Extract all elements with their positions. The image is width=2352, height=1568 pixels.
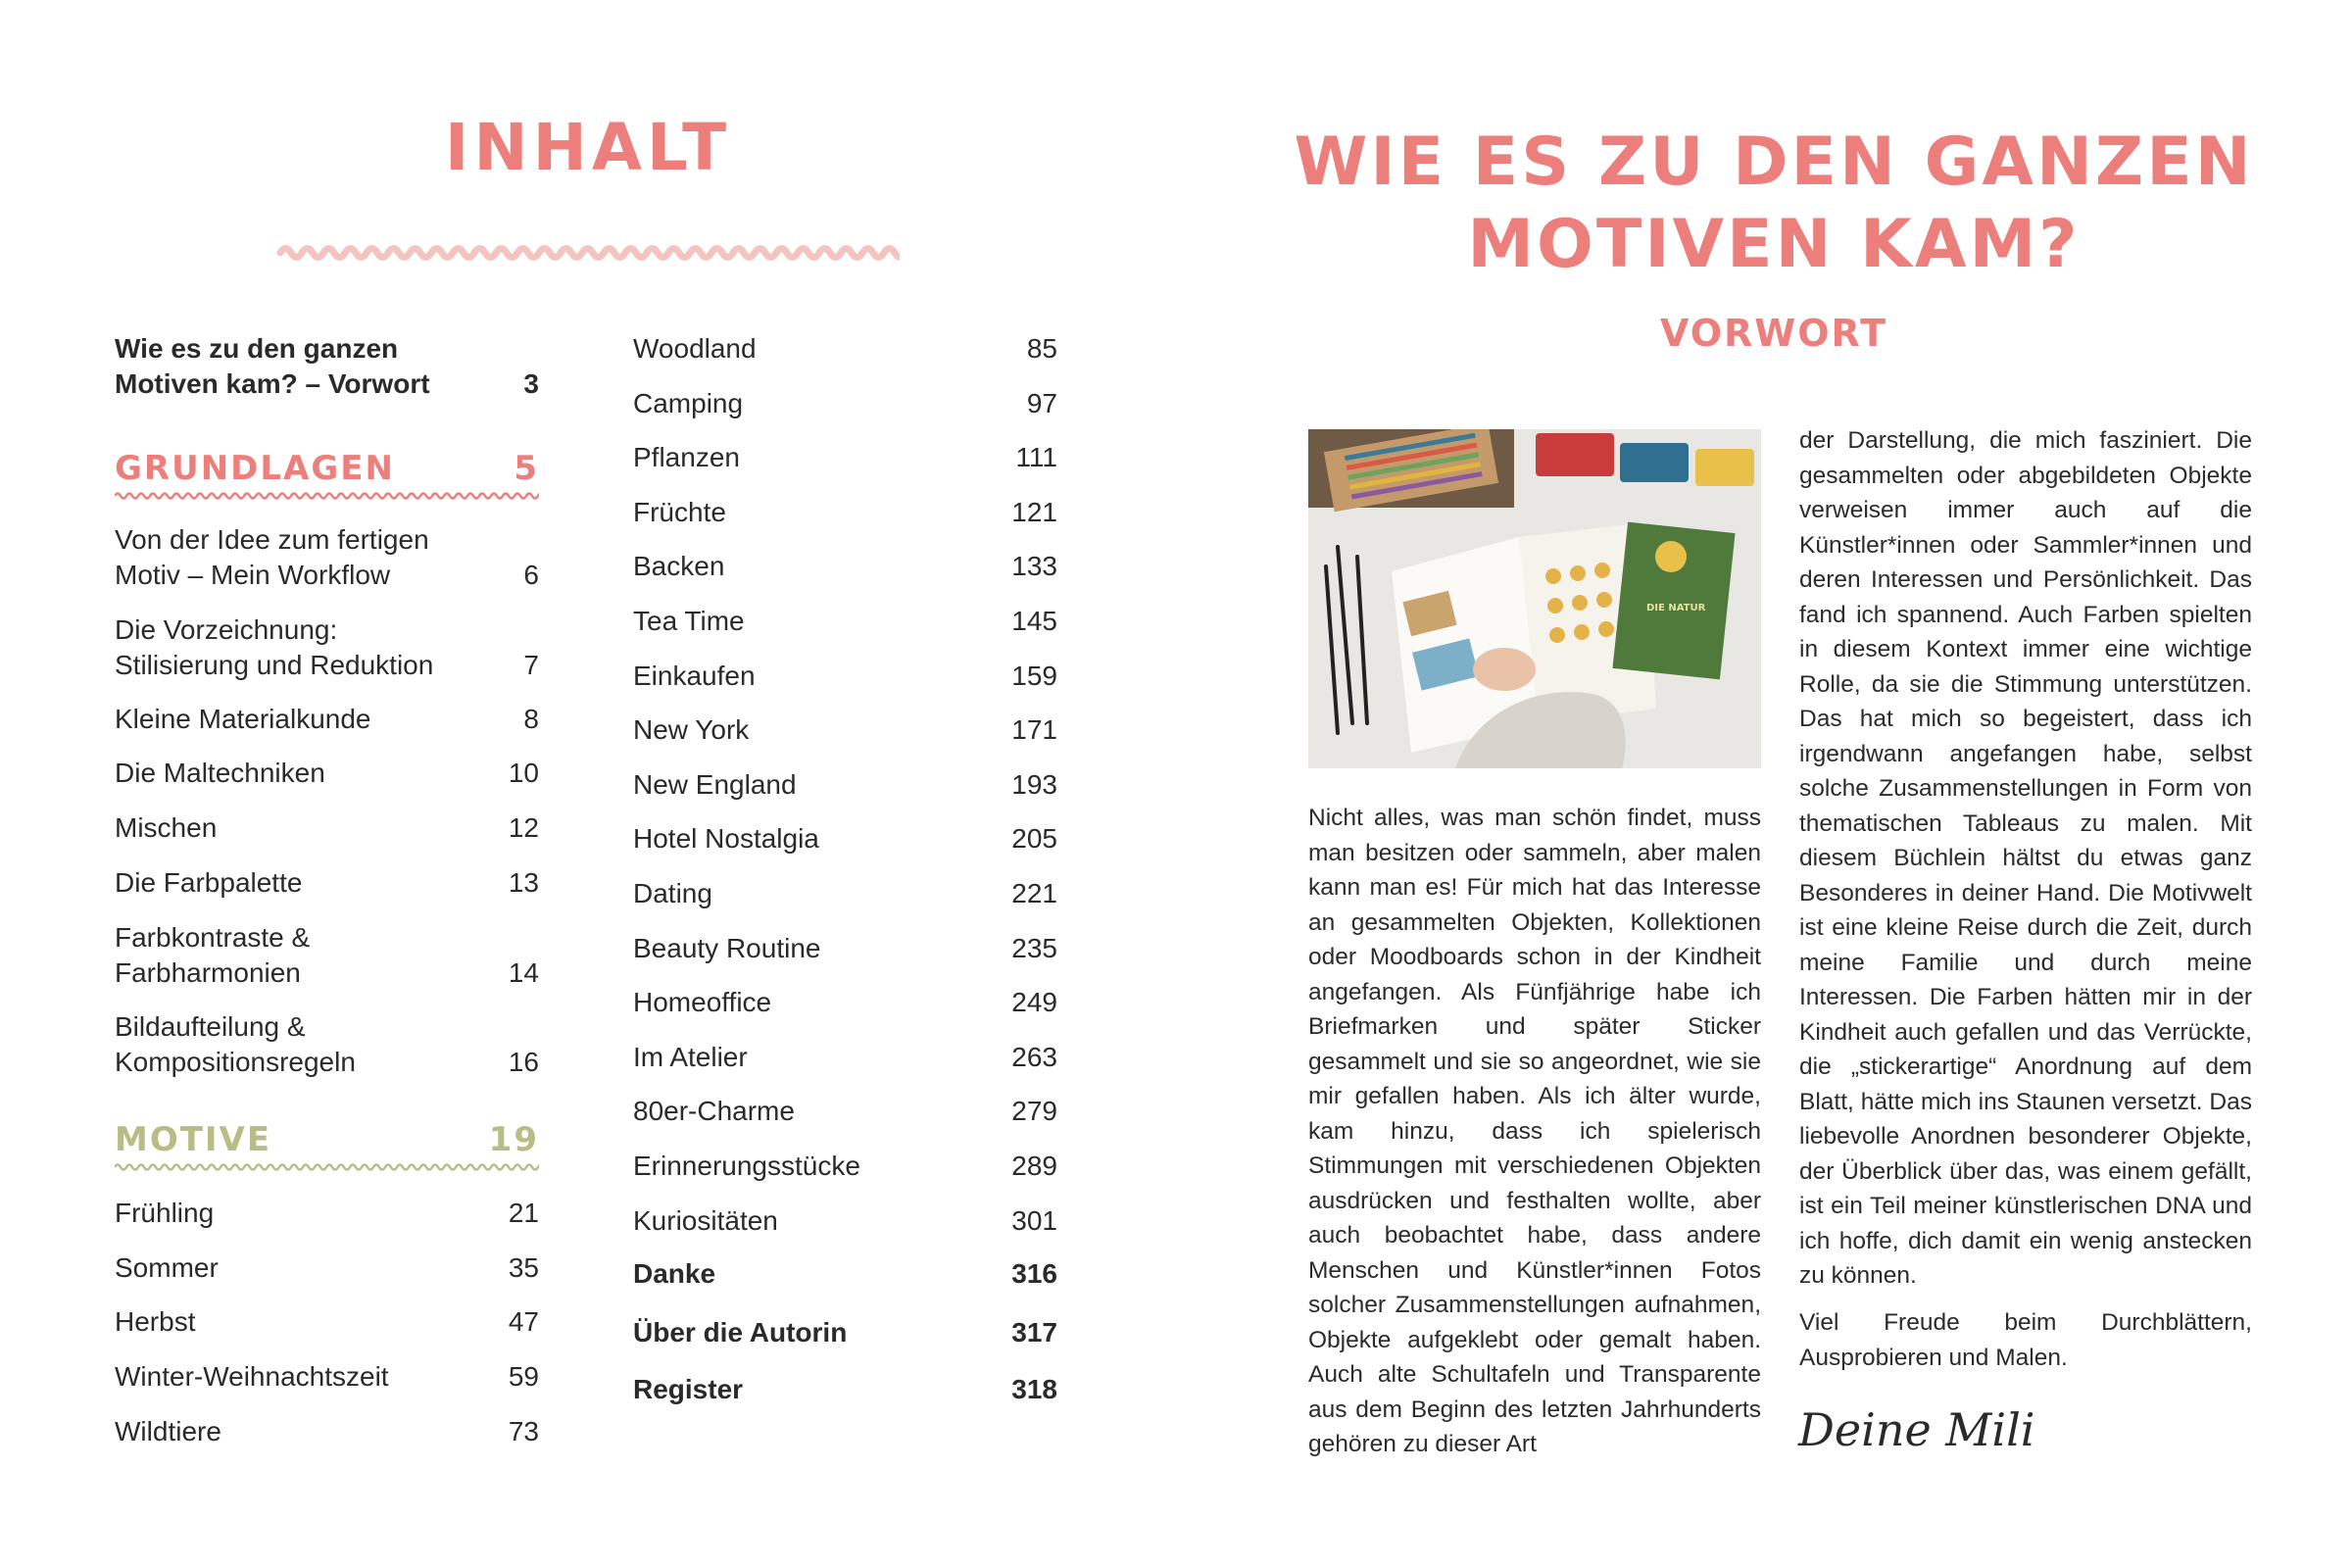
toc-entry[interactable] bbox=[633, 1256, 1057, 1292]
toc-entry-page: 301 bbox=[1011, 1204, 1057, 1236]
toc-entry-title: Erinnerungsstücke bbox=[633, 1151, 860, 1181]
toc-entry-title: New England bbox=[633, 768, 797, 800]
toc-entry-page: 10 bbox=[508, 758, 539, 788]
toc-entry[interactable] bbox=[115, 865, 539, 901]
toc-entry-page: 133 bbox=[1011, 551, 1057, 582]
toc-entry-title: Früchte bbox=[633, 496, 726, 527]
toc-entry-title: Über die Autorin bbox=[633, 1317, 848, 1348]
toc-entry[interactable] bbox=[633, 1372, 1057, 1407]
toc-entry-page: 318 bbox=[1011, 1374, 1057, 1404]
toc-entry-title: Hotel Nostalgia bbox=[633, 823, 819, 855]
toc-entry-title: Kleine Materialkunde bbox=[115, 704, 371, 734]
toc-entry-title: Danke bbox=[633, 1258, 716, 1289]
foreword-text-column-1: Nicht alles, was man schön findet, muss man besitzen oder sammeln, aber malen kann man es! Für mich hat das Interesse an gesammelten Objekten, Kollektionen oder Moodboards schon in der Kindheit angefangen. Als Fünfjährige habe ich Briefmarken und später Sticker gesammelt und sie so angeordnet, wie sie mir gefallen haben. Als ich älter wurde, kam hinzu, dass ich spielerisch Stimmungen mit verschiedenen Objekten ausdrücken und festhalten wollte, aber auch beobachtet habe, dass andere Menschen und Künstler*innen Fotos solcher Zusammenstellungen aufnahmen, Objekte aufgeklebt oder gemalt haben. Auch alte Schultafeln und Transparente aus dem Beginn des letzten Jahrhunderts gehören zu dieser Art bbox=[1308, 805, 1761, 1457]
toc-entry[interactable] bbox=[633, 659, 1057, 694]
toc-entry[interactable] bbox=[115, 1304, 539, 1340]
toc-entry[interactable] bbox=[633, 386, 1057, 421]
toc-entry-title: Register bbox=[633, 1374, 744, 1404]
toc-entry[interactable] bbox=[115, 702, 539, 737]
toc-entry-title: Die Vorzeichnung: Stilisierung und Reduktion bbox=[115, 614, 434, 680]
toc-entry[interactable] bbox=[633, 1149, 1057, 1184]
toc-entry-page: 85 bbox=[1026, 333, 1057, 364]
toc-entry-page: 121 bbox=[1011, 496, 1057, 527]
toc-entry-title: 80er-Charme bbox=[633, 1096, 795, 1127]
toc-entry-page: 59 bbox=[508, 1361, 539, 1392]
toc-entry-title: Camping bbox=[633, 387, 744, 418]
toc-entry-title: Kuriositäten bbox=[633, 1204, 778, 1236]
decorative-wave-divider bbox=[276, 239, 900, 267]
toc-entry-page: 12 bbox=[508, 812, 539, 843]
toc-entry-title: Dating bbox=[633, 878, 712, 908]
foreword-title: WIE ES ZU DEN GANZEN MOTIVEN KAM? bbox=[1294, 123, 2254, 283]
toc-entry-page: 7 bbox=[523, 650, 539, 680]
toc-entry[interactable] bbox=[633, 331, 1057, 367]
toc-entry-title: Beauty Routine bbox=[633, 932, 821, 963]
toc-entry-title: Pflanzen bbox=[633, 442, 740, 473]
toc-entry-page: 279 bbox=[1011, 1096, 1057, 1127]
toc-entry-intro[interactable] bbox=[115, 331, 539, 402]
toc-entry-page: 21 bbox=[508, 1198, 539, 1228]
toc-entry-title: Frühling bbox=[115, 1198, 215, 1228]
toc-entry[interactable] bbox=[115, 522, 539, 593]
toc-entry[interactable] bbox=[633, 549, 1057, 584]
toc-entry[interactable] bbox=[633, 821, 1057, 857]
toc-entry-title: Bildaufteilung & Kompositionsregeln bbox=[115, 1011, 356, 1077]
toc-entry[interactable] bbox=[115, 810, 539, 846]
toc-entry[interactable] bbox=[633, 1040, 1057, 1075]
toc-entry[interactable] bbox=[633, 1203, 1057, 1239]
section-heading-motive[interactable] bbox=[115, 1120, 539, 1159]
toc-entry-title: Die Maltechniken bbox=[115, 758, 325, 788]
toc-entry[interactable] bbox=[633, 767, 1057, 803]
toc-entry-page: 263 bbox=[1011, 1041, 1057, 1072]
toc-entry-page: 111 bbox=[1015, 442, 1057, 473]
section-heading-title: GRUNDLAGEN bbox=[115, 449, 395, 488]
section-heading-page: 5 bbox=[514, 449, 539, 488]
foreword-closing: Viel Freude beim Durchblättern, Ausprobieren und Malen. bbox=[1799, 1309, 2252, 1371]
toc-entry-title: Woodland bbox=[633, 333, 757, 364]
toc-entry-title: Herbst bbox=[115, 1306, 196, 1337]
toc-entry[interactable] bbox=[633, 440, 1057, 475]
toc-entry-page: 317 bbox=[1011, 1317, 1057, 1348]
toc-entry-page: 145 bbox=[1011, 606, 1057, 636]
toc-entry[interactable] bbox=[115, 1359, 539, 1395]
toc-entry-page: 193 bbox=[1011, 768, 1057, 800]
toc-entry-title: Von der Idee zum fertigen Motiv – Mein Workflow bbox=[115, 524, 429, 590]
toc-entry[interactable] bbox=[115, 612, 539, 683]
toc-entry-title: Die Farbpalette bbox=[115, 867, 303, 898]
section-wave-divider bbox=[115, 489, 539, 503]
painting-desk-illustration bbox=[1308, 429, 1761, 768]
toc-entry-page: 171 bbox=[1011, 714, 1057, 746]
toc-entry-page: 47 bbox=[508, 1306, 539, 1337]
toc-entry[interactable] bbox=[115, 1250, 539, 1286]
foreword-text-column-2: der Darstellung, die mich fasziniert. Die gesammelten oder abgebildeten Objekte verweisen immer auch auf die Künstler*innen oder Sammler*innen und deren Interessen und Persönlichkeit. Das fand ich spannend. Auch Farben spielten in diesem Kontext immer eine wichtige Rolle, da sie die Stimmung unterstützen. Das hat mich so begeistert, dass ich irgendwann angefangen habe, selbst solche Zusammenstellungen in Form von thematischen Tableaus zu malen. Mit diesem Büchlein hältst du etwas ganz Besonderes in deiner Hand. Die Motivwelt ist eine kleine Reise durch die Zeit, durch meine Familie und durch meine Interessen. Die Farben hätten mir in der Kindheit auch gefallen und das Verrückte, die „stickerartige“ Anordnung auf dem Blatt, hätte mich ins Staunen versetzt. Das liebevolle Anordnen besonderer Objekte, der Überblick über das, was einem gefällt, ist ein Teil meiner künstlerischen DNA und ich hoffe, dich damit ein wenig anstecken zu können. bbox=[1799, 427, 2252, 1289]
signature-text: Deine Mili bbox=[1798, 1403, 2035, 1456]
toc-entry-title: Wildtiere bbox=[115, 1416, 221, 1446]
section-heading-page: 19 bbox=[488, 1120, 539, 1159]
section-heading-grundlagen[interactable] bbox=[115, 449, 539, 488]
foreword-subtitle: VORWORT bbox=[1660, 312, 1887, 355]
toc-entry-page: 221 bbox=[1011, 878, 1057, 908]
toc-entry-page: 205 bbox=[1011, 823, 1057, 855]
toc-entry-page: 6 bbox=[523, 560, 539, 590]
toc-entry[interactable] bbox=[115, 756, 539, 791]
toc-entry-title: Mischen bbox=[115, 812, 218, 843]
toc-entry[interactable] bbox=[633, 876, 1057, 911]
toc-entry-title: Tea Time bbox=[633, 606, 745, 636]
toc-entry-page: 14 bbox=[508, 957, 539, 988]
toc-entry-page: 13 bbox=[508, 867, 539, 898]
foreword-photo bbox=[1308, 429, 1761, 768]
section-heading-title: MOTIVE bbox=[115, 1120, 272, 1159]
toc-entry-page: 35 bbox=[508, 1252, 539, 1283]
toc-entry[interactable] bbox=[115, 1196, 539, 1231]
toc-entry[interactable] bbox=[115, 1414, 539, 1449]
author-signature bbox=[1793, 1392, 2087, 1470]
toc-entry-page: 8 bbox=[523, 704, 539, 734]
toc-entry-title: Farbkontraste & Farbharmonien bbox=[115, 922, 311, 988]
toc-entry-title: Einkaufen bbox=[633, 660, 756, 691]
toc-entry-page: 316 bbox=[1011, 1258, 1057, 1289]
toc-entry[interactable] bbox=[633, 985, 1057, 1020]
toc-entry-title: Backen bbox=[633, 551, 725, 582]
toc-title: INHALT bbox=[444, 110, 732, 185]
toc-entry-title: Im Atelier bbox=[633, 1041, 748, 1072]
toc-entry[interactable] bbox=[633, 712, 1057, 748]
toc-entry-page: 16 bbox=[508, 1047, 539, 1077]
toc-entry[interactable] bbox=[633, 604, 1057, 639]
toc-entry-page: 289 bbox=[1011, 1151, 1057, 1181]
section-wave-divider bbox=[115, 1160, 539, 1174]
toc-entry-title: New York bbox=[633, 714, 750, 746]
toc-entry[interactable] bbox=[633, 1094, 1057, 1129]
toc-entry-page: 235 bbox=[1011, 932, 1057, 963]
toc-entry-page: 97 bbox=[1026, 387, 1057, 418]
toc-entry[interactable] bbox=[115, 1009, 539, 1080]
toc-entry-page: 73 bbox=[508, 1416, 539, 1446]
toc-entry[interactable] bbox=[633, 1315, 1057, 1350]
toc-entry-page: 249 bbox=[1011, 987, 1057, 1018]
toc-entry[interactable] bbox=[115, 920, 539, 991]
toc-entry[interactable] bbox=[633, 931, 1057, 966]
toc-entry-title: Sommer bbox=[115, 1252, 219, 1283]
toc-entry-title: Wie es zu den ganzen Motiven kam? – Vorwort bbox=[115, 333, 430, 399]
toc-entry[interactable] bbox=[633, 495, 1057, 530]
toc-entry-page: 3 bbox=[523, 368, 539, 399]
toc-entry-title: Winter-Weihnachtszeit bbox=[115, 1361, 389, 1392]
toc-entry-title: Homeoffice bbox=[633, 987, 772, 1018]
toc-entry-page: 159 bbox=[1011, 660, 1057, 691]
photo-book-label: DIE NATUR bbox=[1646, 603, 1706, 613]
